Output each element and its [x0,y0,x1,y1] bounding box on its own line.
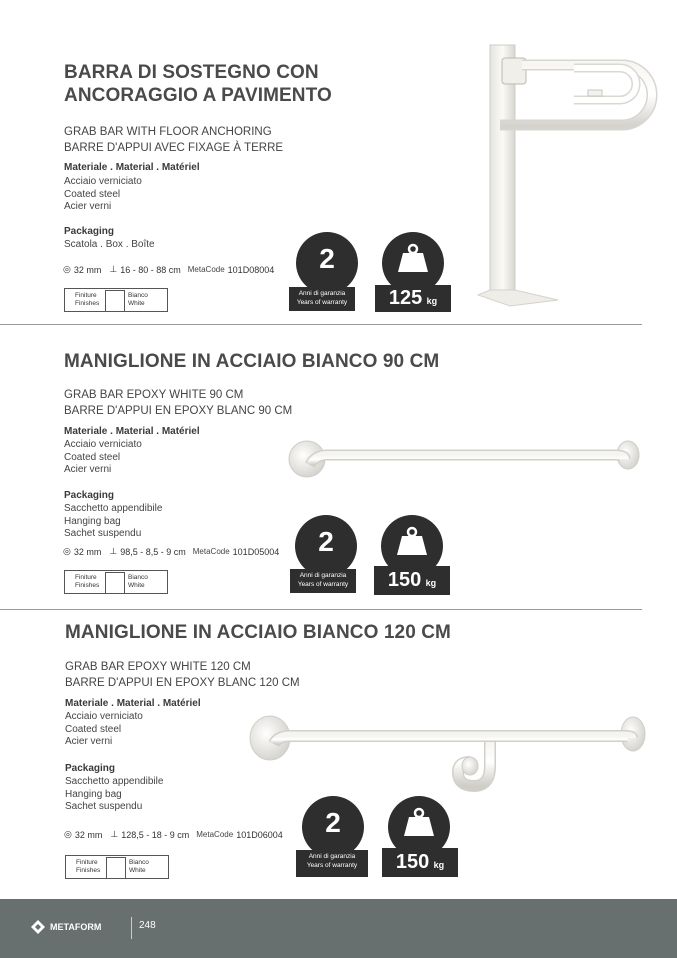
material-line: Acciaio verniciato [64,176,142,187]
material-label: Materiale . Material . Matériel [64,162,200,173]
finishes-table [65,855,169,879]
finish-label-en: Finishes [75,582,100,589]
material-line: Acier verni [65,736,113,747]
finish-label-en: Finishes [75,300,100,307]
packaging-label: Packaging [64,490,115,501]
material-list [64,176,142,214]
warranty-circle [302,796,364,858]
footer-separator [131,917,132,939]
warranty-text-en: Years of warranty [297,581,349,588]
load-unit: kg [425,578,437,588]
load-value: 125 [388,287,423,309]
warranty-text-it: Anni di garanzia [308,853,356,860]
material-label: Materiale . Material . Matériel [64,426,200,437]
finish-value-it: Bianco [129,859,149,866]
load-box [375,285,451,312]
product-section-floor-grab-bar [0,0,677,325]
metacode-label: MetaCode [196,830,234,839]
packaging-line: Sachet suspendu [64,528,142,539]
title-line: BARRA DI SOSTEGNO CON [64,62,319,83]
finish-swatch-white [106,857,126,879]
metacode-value: 101D05004 [232,546,280,557]
finish-value-it: Bianco [128,574,148,581]
brand-name: METAFORM [50,922,102,932]
finish-value-en: White [128,582,145,589]
finish-value-en: White [129,867,146,874]
warranty-years: 2 [325,807,341,838]
product-image-grab-bar-120 [244,708,654,800]
page-footer [0,899,677,958]
subtitle-en: GRAB BAR WITH FLOOR ANCHORING [64,126,272,138]
page-number: 248 [139,920,156,931]
product-subtitle [64,124,283,156]
warranty-box [289,287,355,311]
packaging-line: Scatola . Box . Boîte [64,239,155,250]
finish-label [76,859,100,875]
warranty-years: 2 [318,526,334,557]
load-value: 150 [387,569,422,591]
material-line: Coated steel [64,451,121,463]
metacode-value: 101D06004 [236,829,283,840]
subtitle-fr: BARRE D'APPUI EN EPOXY BLANC 120 CM [65,677,300,689]
metacode-label: MetaCode [187,265,225,274]
diamond-logo-icon [30,919,46,935]
finish-swatch-white [105,572,125,594]
material-line: Acciaio verniciato [65,711,143,722]
warranty-circle [296,232,358,294]
finish-label [75,292,99,308]
packaging-line: Sachet suspendu [65,801,143,812]
finish-label-it: Finiture [75,292,97,299]
packaging-line: Sacchetto appendibile [65,776,164,787]
material-label: Materiale . Material . Matériel [65,698,201,709]
finish-value [128,574,148,590]
load-box [382,848,458,877]
dimensions-icon: ⊥ [109,546,118,556]
dimensions-value: 98,5 - 8,5 - 9 cm [120,546,186,557]
diameter-icon: ◎ [63,264,71,274]
product-title [64,61,332,107]
finish-label [75,574,99,590]
packaging-list [65,776,163,814]
subtitle-en: GRAB BAR EPOXY WHITE 90 CM [64,389,244,401]
dimensions-icon: ⊥ [109,264,118,274]
warranty-text-it: Anni di garanzia [299,572,347,579]
material-line: Acier verni [64,201,112,212]
packaging-line: Sacchetto appendibile [64,503,163,514]
finish-value [128,292,148,308]
load-box [374,566,450,595]
product-image-grab-bar-90 [285,435,645,485]
product-specs [63,264,274,275]
dimensions-value: 16 - 80 - 88 cm [120,264,181,275]
warranty-box [296,850,368,877]
load-unit: kg [426,296,438,306]
weight-icon [395,526,429,556]
packaging-line: Hanging bag [65,788,122,800]
product-title: MANIGLIONE IN ACCIAIO BIANCO 120 CM [65,622,451,643]
diameter-icon: ◎ [63,546,71,556]
finishes-table [64,288,168,312]
warranty-years: 2 [319,243,335,274]
load-value: 150 [395,851,430,873]
material-list [65,711,143,749]
finish-value-en: White [128,300,145,307]
material-line: Acciaio verniciato [64,439,142,450]
finish-swatch-white [105,290,125,312]
subtitle-en: GRAB BAR EPOXY WHITE 120 CM [65,661,251,673]
brand-logo [30,919,101,935]
finish-label-it: Finiture [76,859,98,866]
metacode-label: MetaCode [192,547,230,556]
load-unit: kg [433,860,445,870]
finishes-table [64,570,168,594]
packaging-label: Packaging [64,226,115,237]
product-section-grab-bar-120 [0,610,677,899]
weight-icon [396,243,430,273]
material-line: Acier verni [64,464,112,475]
diameter-icon: ◎ [64,829,72,839]
material-line: Coated steel [65,723,122,735]
finish-label-it: Finiture [75,574,97,581]
packaging-line: Hanging bag [64,515,121,527]
title-line: ANCORAGGIO A PAVIMENTO [64,85,332,106]
product-specs [63,546,279,557]
product-subtitle [65,659,300,691]
material-list [64,439,142,477]
warranty-text-en: Years of warranty [296,299,348,306]
product-specs [64,829,283,840]
warranty-box [290,569,356,593]
diameter-value: 32 mm [74,829,103,840]
weight-icon [402,807,436,837]
warranty-text-it: Anni di garanzia [298,290,346,297]
finish-value-it: Bianco [128,292,148,299]
product-section-grab-bar-90 [0,325,677,609]
packaging-list [64,239,155,252]
subtitle-fr: BARRE D'APPUI EN EPOXY BLANC 90 CM [64,405,293,417]
finish-label-en: Finishes [76,867,101,874]
dimensions-value: 128,5 - 18 - 9 cm [121,829,190,840]
packaging-list [64,503,162,541]
product-subtitle [64,387,292,419]
packaging-label: Packaging [65,763,116,774]
material-line: Coated steel [64,188,121,200]
finish-value [129,859,149,875]
dimensions-icon: ⊥ [110,829,119,839]
diameter-value: 32 mm [73,264,102,275]
product-title: MANIGLIONE IN ACCIAIO BIANCO 90 CM [64,351,440,372]
product-image-floor-grab-bar [470,40,670,310]
warranty-circle [295,515,357,577]
diameter-value: 32 mm [73,546,102,557]
subtitle-fr: BARRE D'APPUI AVEC FIXAGE À TERRE [64,142,284,154]
warranty-text-en: Years of warranty [306,862,358,869]
metacode-value: 101D08004 [227,264,275,275]
